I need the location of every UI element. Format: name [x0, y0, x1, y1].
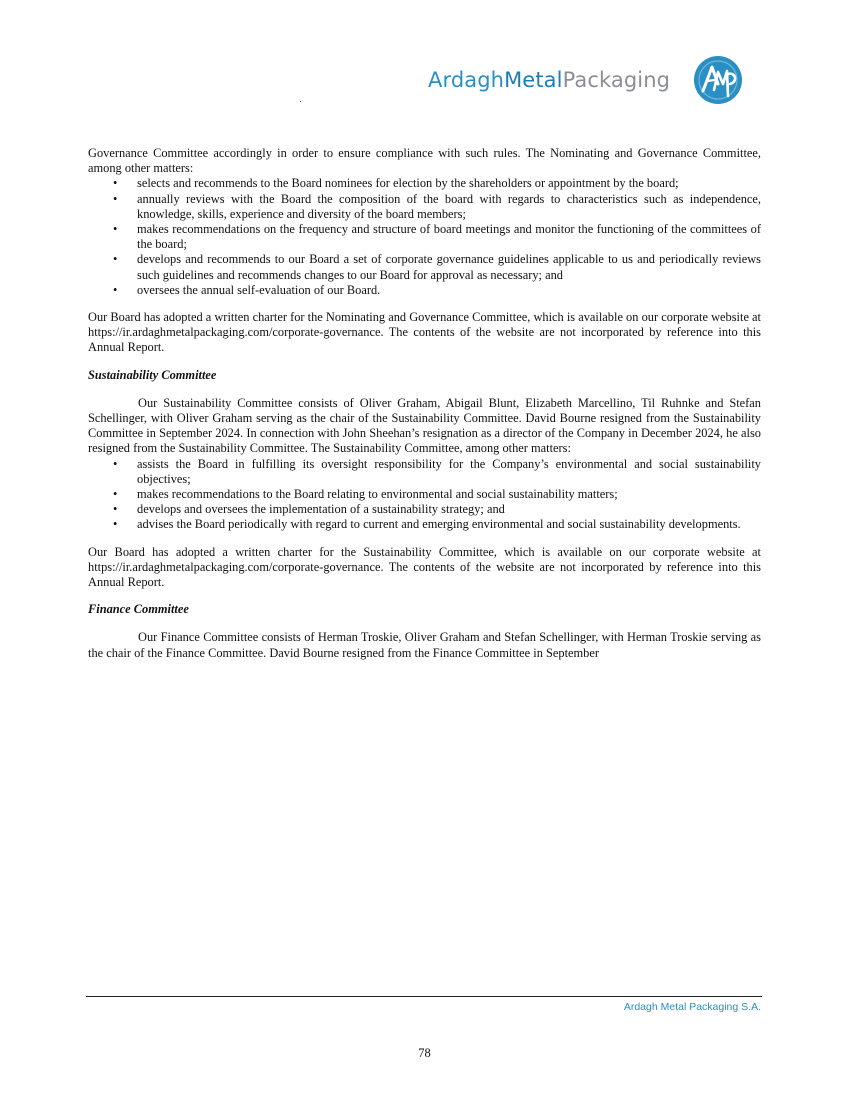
list-item	[88, 517, 761, 532]
sustainability-intro-paragraph: Our Sustainability Committee consists of Oliver Graham, Abigail Blunt, Elizabeth Marcellino, Til Ruhnke and Stefan Schellinger, with Oliver Graham serving as the chair of the Sustainability Committee. David Bourne resigned from the Sustainability Committee in September 2024. In connection with John Sheehan’s resignation as a director of the Company in December 2024, he also resigned from the Sustainability Committee. The Sustainability Committee, among other matters:	[88, 395, 761, 456]
list-item	[88, 222, 761, 252]
amp-monogram-icon	[692, 54, 744, 106]
logo-word-packaging: Packaging	[562, 68, 671, 92]
list-item-text: makes recommendations to the Board relating to environmental and social sustainability matters;	[137, 487, 618, 502]
list-item	[88, 457, 761, 487]
bullet-icon: •	[113, 176, 118, 191]
logo-wordmark	[428, 66, 670, 94]
list-item-text: oversees the annual self-evaluation of our Board.	[137, 282, 381, 297]
list-item-text: annually reviews with the Board the composition of the board with regards to characteristics such as independence, knowledge, skills, experience and diversity of the board members;	[137, 191, 761, 221]
page-number: 78	[418, 1046, 431, 1060]
sustainability-duties-list	[88, 457, 761, 533]
list-item	[88, 176, 761, 191]
footer-divider	[86, 996, 762, 997]
bullet-icon: •	[113, 502, 118, 517]
finance-intro-paragraph: Our Finance Committee consists of Herman Troskie, Oliver Graham and Stefan Schellinger, with Herman Troskie serving as the chair of the Finance Committee. David Bourne resigned from the Finance Committee in September	[88, 630, 761, 660]
footer-company-name: Ardagh Metal Packaging S.A.	[623, 1001, 761, 1013]
list-item	[88, 502, 761, 517]
list-item-text: develops and recommends to our Board a set of corporate governance guidelines applicable to us and periodically reviews such guidelines and recommends changes to our Board for approval as necessary; and	[137, 252, 761, 282]
list-item	[88, 283, 761, 298]
list-item-text: advises the Board periodically with regard to current and emerging environmental and social sustainability developments.	[137, 517, 741, 532]
bullet-icon: •	[113, 282, 118, 297]
document-body	[88, 146, 761, 661]
list-item	[88, 487, 761, 502]
logo-word-metal: Metal	[504, 68, 563, 92]
bullet-icon: •	[113, 191, 118, 206]
logo-word-ardagh: Ardagh	[428, 68, 505, 92]
bullet-icon: •	[113, 222, 118, 237]
bullet-icon: •	[113, 517, 118, 532]
nominating-duties-list	[88, 176, 761, 298]
bullet-icon: •	[113, 487, 118, 502]
intro-paragraph: Governance Committee accordingly in order to ensure compliance with such rules. The Nominating and Governance Committee, among other matters:	[88, 146, 761, 176]
stray-mark	[300, 101, 301, 102]
list-item-text: develops and oversees the implementation of a sustainability strategy; and	[137, 502, 505, 517]
bullet-icon: •	[113, 456, 118, 471]
sustainability-heading: Sustainability Committee	[88, 367, 217, 382]
list-item	[88, 252, 761, 282]
finance-heading: Finance Committee	[88, 602, 189, 617]
list-item-text: assists the Board in fulfilling its oversight responsibility for the Company’s environmental and social sustainability objectives;	[137, 456, 761, 486]
list-item-text: makes recommendations on the frequency and structure of board meetings and monitor the functioning of the committees of the board;	[137, 222, 761, 252]
sustainability-charter-paragraph: Our Board has adopted a written charter for the Sustainability Committee, which is available on our corporate website at https://ir.ardaghmetalpackaging.com/corporate-governance. The contents of the website are not incorporated by reference into this Annual Report.	[88, 544, 761, 590]
bullet-icon: •	[113, 252, 118, 267]
list-item	[88, 192, 761, 222]
list-item-text: selects and recommends to the Board nominees for election by the shareholders or appointment by the board;	[137, 176, 679, 191]
nominating-charter-paragraph: Our Board has adopted a written charter for the Nominating and Governance Committee, which is available on our corporate website at https://ir.ardaghmetalpackaging.com/corporate-governance. The contents of the website are not incorporated by reference into this Annual Report.	[88, 310, 761, 355]
